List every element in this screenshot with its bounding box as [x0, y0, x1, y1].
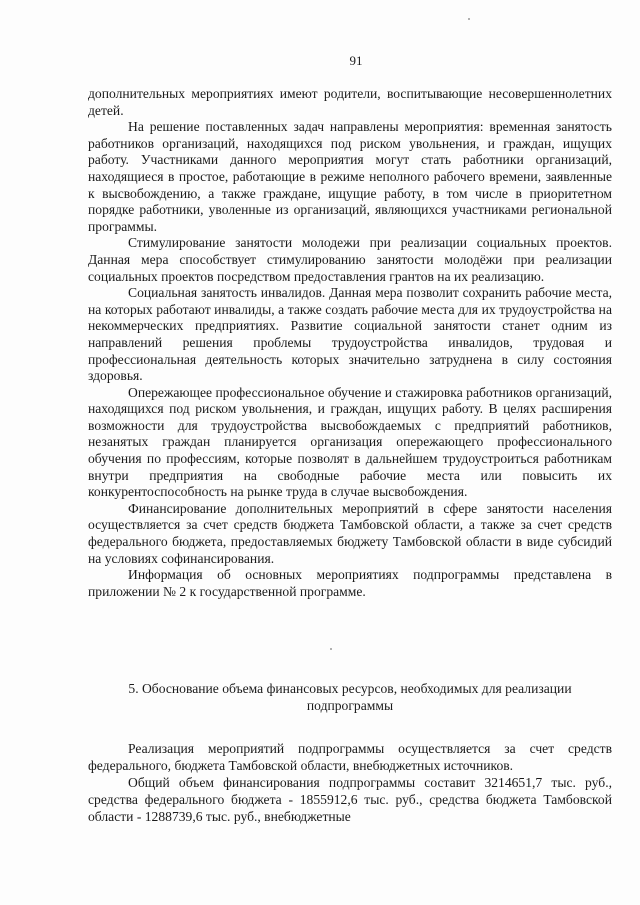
page-number: 91 [349, 53, 363, 68]
paragraph-parents: дополнительных мероприятиях имеют родители, воспитывающие несовершеннолетних детей. [88, 86, 612, 118]
section-body [88, 740, 612, 825]
paragraph-advance-training: Опережающее профессиональное обучение и стажировка работников организаций, находящихся под риском увольнения, и граждан, ищущих работу. В целях расширения возможности для трудоустройства высвобождаемых с предприятий работников, незанятых граждан планируется организация опережающего профессионального обучения по профессиям, которые позволят в дальнейшем трудоустроиться работникам внутри предприятия на свободные рабочие места или повысить их конкурентоспособность на рынке труда в случае высвобождения. [88, 384, 612, 500]
scan-speck [468, 18, 470, 20]
paragraph-disabled-employment: Социальная занятость инвалидов. Данная мера позволит сохранить рабочие места, на которых работают инвалиды, а также создать рабочие места для их трудоустройства на некоммерческих предприятиях. Развитие социальной занятости станет одним из направлений решения проблемы трудоустройства инвалидов, трудовая и профессиональная деятельность которых значительно затруднена в силу состояния здоровья. [88, 285, 612, 384]
scan-speck [330, 648, 332, 650]
paragraph-youth-employment: Стимулирование занятости молодежи при реализации социальных проектов. Данная мера способствует стимулированию занятости молодёжи при реализации социальных проектов посредством предоставления грантов на их реализацию. [88, 235, 612, 284]
section-heading: 5. Обоснование объема финансовых ресурсов, необходимых для реализации подпрограммы [128, 681, 572, 713]
document-body [88, 86, 612, 600]
paragraph-appendix-info: Информация об основных мероприятиях подпрограммы представлена в приложении № 2 к государственной программе. [88, 567, 612, 599]
paragraph-total-volume: Общий объем финансирования подпрограммы составит 3214651,7 тыс. руб., средства федерального бюджета - 1855912,6 тыс. руб., средства бюджета Тамбовской области - 1288739,6 тыс. руб., внебюджетные [88, 775, 612, 824]
paragraph-financing: Финансирование дополнительных мероприятий в сфере занятости населения осуществляется за счет средств бюджета Тамбовской области, а также за счет средств федерального бюджета, предоставляемых бюджету Тамбовской области в виде субсидий на условиях софинансирования. [88, 500, 612, 566]
paragraph-implementation-sources: Реализация мероприятий подпрограммы осуществляется за счет средств федерального, бюджета Тамбовской области, внебюджетных источников. [88, 741, 612, 773]
paragraph-temporary-employment: На решение поставленных задач направлены мероприятия: временная занятость работников организаций, находящихся под риском увольнения, и граждан, ищущих работу. Участниками данного мероприятия могут стать работники организаций, находящиеся в простое, работающие в режиме неполного рабочего времени, заявленные к высвобождению, а также граждане, ищущие работу, в том числе в приоритетном порядке работники, уволенные из организаций, являющихся участниками региональной программы. [88, 119, 612, 234]
